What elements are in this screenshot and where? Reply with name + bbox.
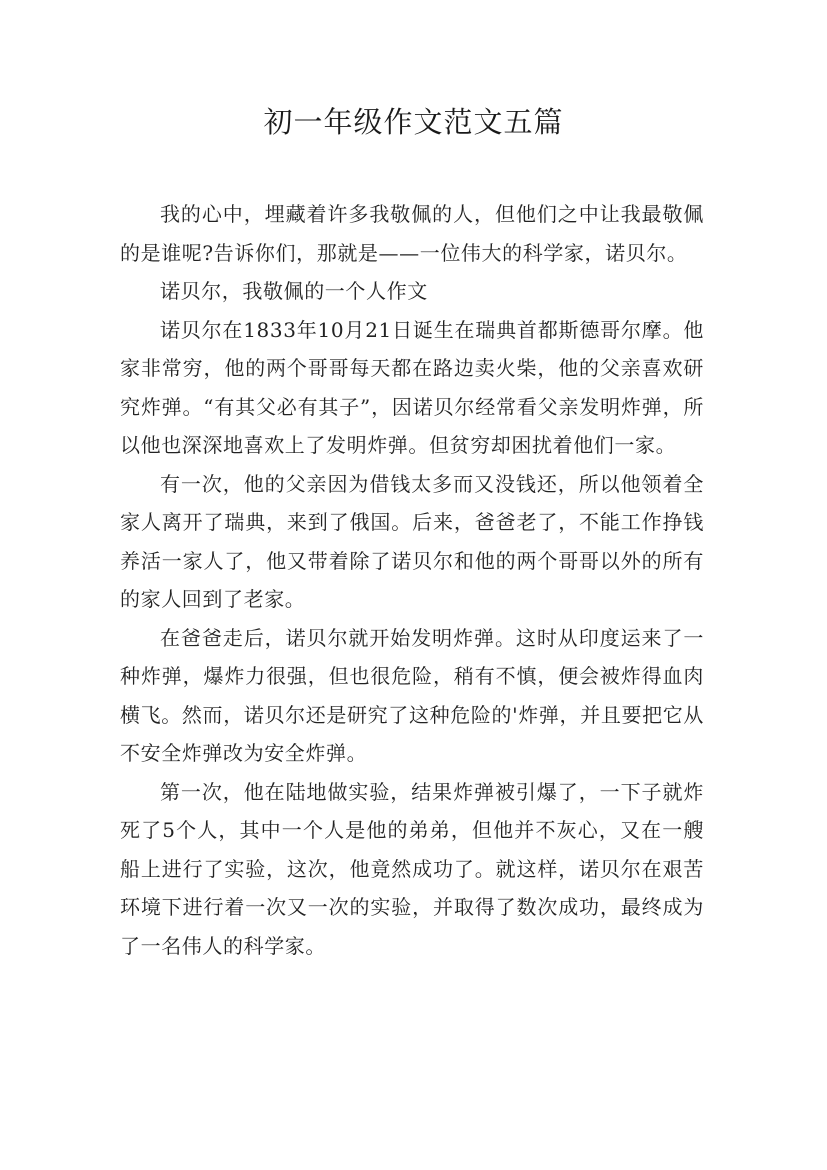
document-body xyxy=(120,195,704,965)
paragraph-intro: 我的心中，埋藏着许多我敬佩的人，但他们之中让我最敬佩的是谁呢?告诉你们，那就是——一位伟大的科学家，诺贝尔。 xyxy=(120,202,704,265)
paragraph-birth: 诺贝尔在1833年10月21日诞生在瑞典首都斯德哥尔摩。他家非常穷，他的两个哥哥每天都在路边卖火柴，他的父亲喜欢研究炸弹。“有其父必有其子”，因诺贝尔经常看父亲发明炸弹，所以他也深深地喜欢上了发明炸弹。但贫穷却困扰着他们一家。 xyxy=(120,317,704,457)
paragraph-experiment: 第一次，他在陆地做实验，结果炸弹被引爆了，一下子就炸死了5个人，其中一个人是他的弟弟，但他并不灰心，又在一艘船上进行了实验，这次，他竟然成功了。就这样，诺贝尔在艰苦环境下进行着一次又一次的实验，并取得了数次成功，最终成为了一名伟人的科学家。 xyxy=(120,779,704,958)
paragraph-invention: 在爸爸走后，诺贝尔就开始发明炸弹。这时从印度运来了一种炸弹，爆炸力很强，但也很危险，稍有不慎，便会被炸得血肉横飞。然而，诺贝尔还是研究了这种危险的'炸弹，并且要把它从不安全炸弹改为安全炸弹。 xyxy=(120,625,704,765)
paragraph-family-move: 有一次，他的父亲因为借钱太多而又没钱还，所以他领着全家人离开了瑞典，来到了俄国。后来，爸爸老了，不能工作挣钱养活一家人了，他又带着除了诺贝尔和他的两个哥哥以外的所有的家人回到了老家。 xyxy=(120,471,704,611)
paragraph-subtitle: 诺贝尔，我敬佩的一个人作文 xyxy=(160,279,428,303)
document-title: 初一年级作文范文五篇 xyxy=(263,105,564,139)
